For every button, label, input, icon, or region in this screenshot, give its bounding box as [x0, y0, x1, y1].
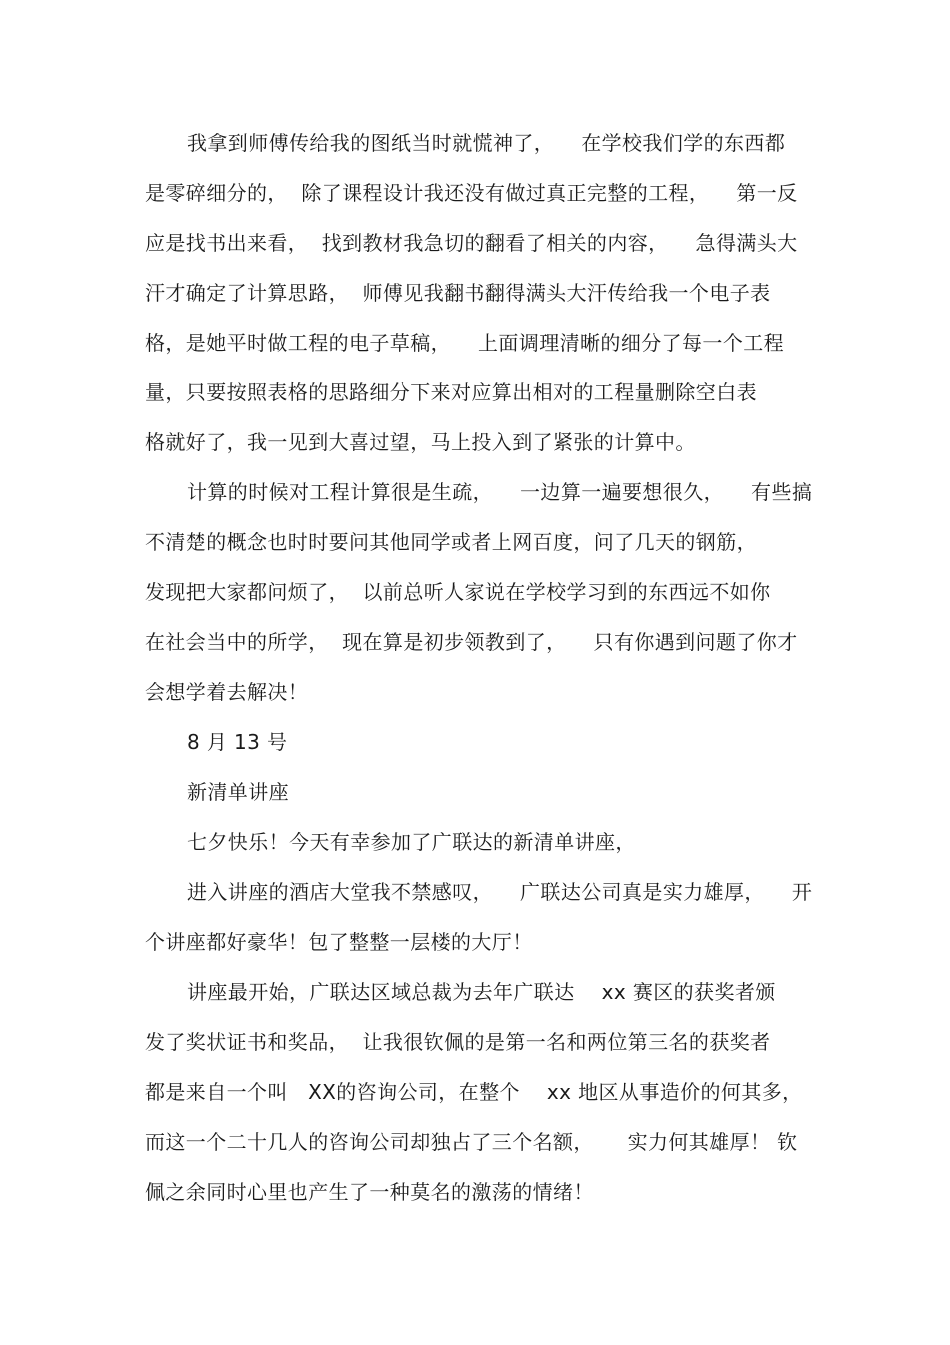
- text-line: 讲座最开始，广联达区域总裁为去年广联达 xx 赛区的获奖者颁: [187, 980, 776, 1004]
- text-line: 发现把大家都问烦了， 以前总听人家说在学校学习到的东西远不如你: [145, 580, 771, 604]
- text-line: 而这一个二十几人的咨询公司却独占了三个名额， 实力何其雄厚！ 钦: [145, 1130, 798, 1154]
- text-line: 应是找书出来看， 找到教材我急切的翻看了相关的内容， 急得满头大: [145, 231, 798, 255]
- text-line: 汗才确定了计算思路， 师傅见我翻书翻得满头大汗传给我一个电子表: [145, 281, 771, 305]
- text-line: 不清楚的概念也时时要问其他同学或者上网百度，问了几天的钢筋，: [145, 530, 757, 554]
- text-line: 会想学着去解决！: [145, 680, 309, 704]
- text-line: 佩之余同时心里也产生了一种莫名的激荡的情绪！: [145, 1180, 594, 1204]
- text-line: 进入讲座的酒店大堂我不禁感叹， 广联达公司真是实力雄厚， 开: [187, 880, 813, 904]
- text-line: 量，只要按照表格的思路细分下来对应算出相对的工程量删除空白表: [145, 380, 757, 404]
- text-line: 在社会当中的所学， 现在算是初步领教到了， 只有你遇到问题了你才: [145, 630, 798, 654]
- text-line: 格就好了，我一见到大喜过望，马上投入到了紧张的计算中。: [145, 430, 696, 454]
- section-heading: 新清单讲座: [187, 780, 289, 804]
- text-line: 发了奖状证书和奖品， 让我很钦佩的是第一名和两位第三名的获奖者: [145, 1030, 771, 1054]
- text-line: 都是来自一个叫 XX的咨询公司，在整个 xx 地区从事造价的何其多，: [145, 1080, 803, 1104]
- text-line: 是零碎细分的， 除了课程设计我还没有做过真正完整的工程， 第一反: [145, 181, 798, 205]
- text-line: 我拿到师傅传给我的图纸当时就慌神了， 在学校我们学的东西都: [187, 131, 786, 155]
- text-line: 个讲座都好豪华！包了整整一层楼的大厅！: [145, 930, 533, 954]
- text-line: 格，是她平时做工程的电子草稿， 上面调理清晰的细分了每一个工程: [145, 331, 785, 355]
- date-heading: 8 月 13 号: [187, 730, 288, 754]
- text-line: 七夕快乐！今天有幸参加了广联达的新清单讲座，: [187, 830, 636, 854]
- text-line: 计算的时候对工程计算很是生疏， 一边算一遍要想很久， 有些搞: [187, 480, 813, 504]
